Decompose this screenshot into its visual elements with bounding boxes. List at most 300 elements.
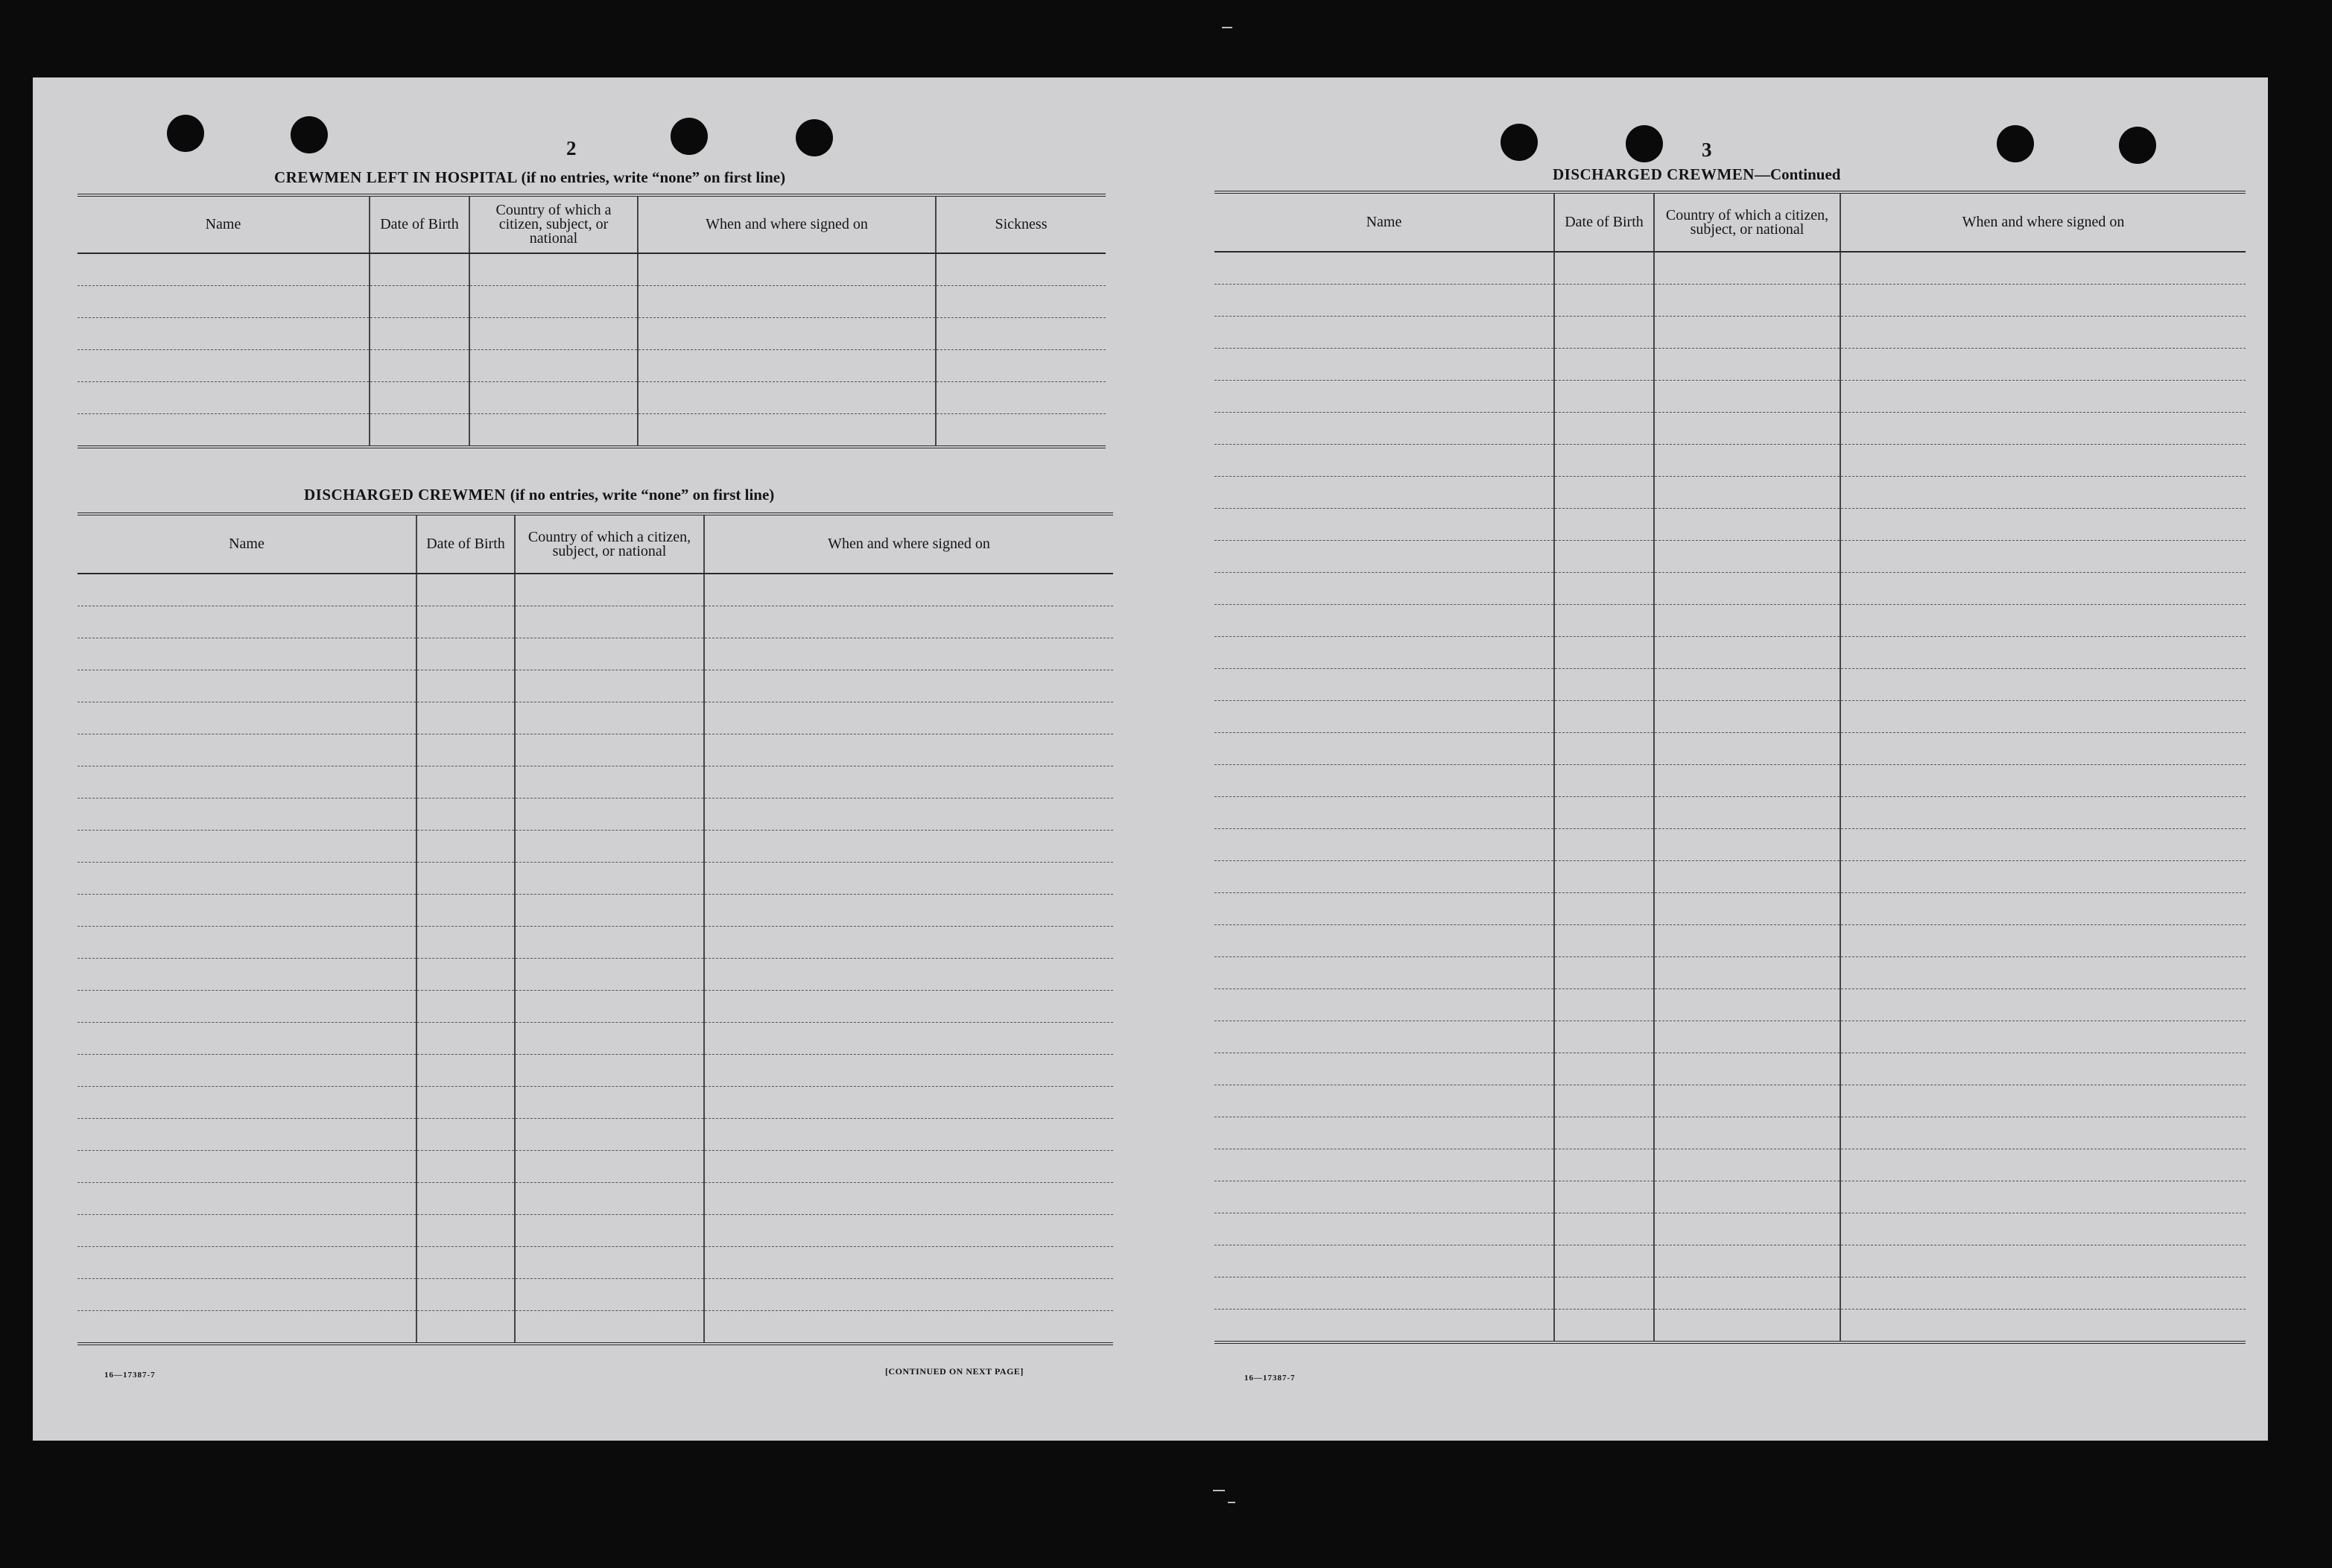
blank-entry-cell xyxy=(1654,1245,1840,1277)
table-row xyxy=(77,831,1113,863)
table-row xyxy=(77,863,1113,895)
page-number-right: 3 xyxy=(1702,139,1712,161)
blank-entry-cell xyxy=(1840,285,2246,317)
blank-entry-cell xyxy=(936,253,1106,286)
punch-hole xyxy=(1997,125,2034,162)
blank-entry-cell xyxy=(704,1087,1113,1119)
blank-entry-cell xyxy=(1840,797,2246,829)
blank-entry-cell xyxy=(704,895,1113,927)
continued-suffix: —Continued xyxy=(1754,165,1841,183)
blank-entry-cell xyxy=(1654,349,1840,381)
blank-entry-cell xyxy=(704,863,1113,895)
blank-entry-cell xyxy=(515,1247,704,1279)
blank-entry-cell xyxy=(1840,1085,2246,1117)
blank-entry-cell xyxy=(936,414,1106,448)
blank-entry-cell xyxy=(704,766,1113,799)
blank-entry-cell xyxy=(77,895,416,927)
table-row xyxy=(1214,989,2246,1021)
scan-speck xyxy=(1213,1490,1225,1491)
blank-entry-cell xyxy=(1214,1149,1554,1181)
blank-entry-cell xyxy=(1214,445,1554,477)
blank-entry-cell xyxy=(370,318,469,350)
blank-entry-cell xyxy=(1654,701,1840,733)
form-code-left: 16—17387-7 xyxy=(104,1371,156,1380)
blank-entry-cell xyxy=(416,1055,515,1087)
table-row xyxy=(77,734,1113,766)
blank-entry-cell xyxy=(77,1247,416,1279)
blank-entry-cell xyxy=(1554,1310,1654,1343)
blank-entry-cell xyxy=(515,638,704,670)
blank-entry-cell xyxy=(1840,701,2246,733)
blank-entry-cell xyxy=(1840,669,2246,701)
blank-entry-cell xyxy=(1554,1277,1654,1310)
blank-entry-cell xyxy=(704,670,1113,702)
discharged-table xyxy=(77,512,1113,1345)
blank-entry-cell xyxy=(1214,477,1554,509)
table-row xyxy=(77,1279,1113,1311)
col-header-date-of-birth: Date of Birth xyxy=(1554,192,1654,252)
blank-entry-cell xyxy=(416,574,515,606)
blank-entry-cell xyxy=(1554,989,1654,1021)
blank-entry-cell xyxy=(416,1215,515,1247)
blank-entry-cell xyxy=(77,1279,416,1311)
blank-entry-cell xyxy=(1840,989,2246,1021)
blank-entry-cell xyxy=(515,766,704,799)
blank-entry-cell xyxy=(1554,445,1654,477)
blank-entry-cell xyxy=(77,1151,416,1183)
blank-entry-cell xyxy=(704,1023,1113,1055)
table-row xyxy=(1214,861,2246,893)
blank-entry-cell xyxy=(1654,765,1840,797)
blank-entry-cell xyxy=(1654,413,1840,445)
blank-entry-cell xyxy=(1214,925,1554,957)
col-header-date-of-birth: Date of Birth xyxy=(370,195,469,253)
blank-entry-cell xyxy=(77,318,370,350)
blank-entry-cell xyxy=(515,1087,704,1119)
blank-entry-cell xyxy=(416,1279,515,1311)
table-row xyxy=(77,670,1113,702)
blank-entry-cell xyxy=(1840,413,2246,445)
blank-entry-cell xyxy=(1554,349,1654,381)
blank-entry-cell xyxy=(1840,733,2246,765)
blank-entry-cell xyxy=(515,863,704,895)
discharged-continued-table xyxy=(1214,191,2246,1344)
blank-entry-cell xyxy=(1554,829,1654,861)
blank-entry-cell xyxy=(1840,637,2246,669)
blank-entry-cell xyxy=(469,286,638,318)
table-row xyxy=(1214,413,2246,445)
blank-entry-cell xyxy=(638,350,936,382)
blank-entry-cell xyxy=(1654,1277,1840,1310)
blank-entry-cell xyxy=(1654,797,1840,829)
col-header-signed-on: When and where signed on xyxy=(704,514,1113,574)
punch-hole xyxy=(2119,127,2156,164)
blank-entry-cell xyxy=(1214,957,1554,989)
blank-entry-cell xyxy=(1554,381,1654,413)
blank-entry-cell xyxy=(638,253,936,286)
blank-entry-cell xyxy=(638,382,936,414)
blank-entry-cell xyxy=(77,1087,416,1119)
table-row xyxy=(1214,797,2246,829)
table-row xyxy=(1214,1310,2246,1343)
blank-entry-cell xyxy=(77,1055,416,1087)
blank-entry-cell xyxy=(1840,1310,2246,1343)
blank-entry-cell xyxy=(1840,509,2246,541)
blank-entry-cell xyxy=(1214,317,1554,349)
blank-entry-cell xyxy=(936,382,1106,414)
scan-speck xyxy=(1228,1502,1235,1503)
blank-entry-cell xyxy=(1214,573,1554,605)
blank-entry-cell xyxy=(1840,1277,2246,1310)
blank-entry-cell xyxy=(515,670,704,702)
table-row xyxy=(1214,1117,2246,1149)
blank-entry-cell xyxy=(1840,829,2246,861)
table-row xyxy=(1214,733,2246,765)
blank-entry-cell xyxy=(515,831,704,863)
blank-entry-cell xyxy=(936,286,1106,318)
blank-entry-cell xyxy=(515,1279,704,1311)
table-row xyxy=(77,382,1106,414)
blank-entry-cell xyxy=(77,1119,416,1151)
blank-entry-cell xyxy=(1554,1085,1654,1117)
blank-entry-cell xyxy=(1840,252,2246,285)
blank-entry-cell xyxy=(1840,445,2246,477)
blank-entry-cell xyxy=(416,863,515,895)
blank-entry-cell xyxy=(1554,733,1654,765)
table-row xyxy=(1214,285,2246,317)
blank-entry-cell xyxy=(1840,477,2246,509)
blank-entry-cell xyxy=(77,638,416,670)
blank-entry-cell xyxy=(77,606,416,638)
col-header-country: Country of which a citizen, subject, or national xyxy=(469,195,638,253)
blank-entry-cell xyxy=(416,638,515,670)
punch-hole xyxy=(796,119,833,156)
blank-entry-cell xyxy=(77,1215,416,1247)
blank-entry-cell xyxy=(515,799,704,831)
col-header-name: Name xyxy=(77,195,370,253)
blank-entry-cell xyxy=(515,1055,704,1087)
table-row xyxy=(1214,1277,2246,1310)
col-header-date-of-birth: Date of Birth xyxy=(416,514,515,574)
blank-entry-cell xyxy=(1654,1149,1840,1181)
blank-entry-cell xyxy=(1214,861,1554,893)
col-header-country: Country of which a citizen, subject, or national xyxy=(515,514,704,574)
blank-entry-cell xyxy=(77,253,370,286)
blank-entry-cell xyxy=(1214,989,1554,1021)
blank-entry-cell xyxy=(1554,605,1654,637)
blank-entry-cell xyxy=(1654,445,1840,477)
blank-entry-cell xyxy=(1840,1021,2246,1053)
blank-entry-cell xyxy=(1554,413,1654,445)
table-row xyxy=(77,1151,1113,1183)
blank-entry-cell xyxy=(1654,733,1840,765)
blank-entry-cell xyxy=(1840,605,2246,637)
table-row xyxy=(1214,477,2246,509)
blank-entry-cell xyxy=(1840,1213,2246,1245)
table-row xyxy=(1214,957,2246,989)
table-row xyxy=(1214,765,2246,797)
blank-entry-cell xyxy=(515,1151,704,1183)
blank-entry-cell xyxy=(469,350,638,382)
table-row xyxy=(1214,1085,2246,1117)
table-row xyxy=(1214,1021,2246,1053)
blank-entry-cell xyxy=(1554,701,1654,733)
blank-entry-cell xyxy=(77,1311,416,1345)
table-row xyxy=(77,702,1113,734)
blank-entry-cell xyxy=(77,702,416,734)
hospital-section-title xyxy=(274,168,785,187)
blank-entry-cell xyxy=(704,1151,1113,1183)
table-row xyxy=(1214,252,2246,285)
blank-entry-cell xyxy=(1214,733,1554,765)
blank-entry-cell xyxy=(1214,413,1554,445)
blank-entry-cell xyxy=(1654,1021,1840,1053)
table-row xyxy=(1214,605,2246,637)
table-row xyxy=(1214,701,2246,733)
discharged-instruction: (if no entries, write “none” on first line) xyxy=(510,486,775,504)
blank-entry-cell xyxy=(469,382,638,414)
blank-entry-cell xyxy=(77,831,416,863)
table-row xyxy=(1214,669,2246,701)
blank-entry-cell xyxy=(515,1183,704,1215)
blank-entry-cell xyxy=(1214,509,1554,541)
blank-entry-cell xyxy=(77,734,416,766)
blank-entry-cell xyxy=(638,286,936,318)
blank-entry-cell xyxy=(77,1183,416,1215)
blank-entry-cell xyxy=(416,606,515,638)
blank-entry-cell xyxy=(416,1023,515,1055)
blank-entry-cell xyxy=(77,799,416,831)
table-row xyxy=(77,286,1106,318)
blank-entry-cell xyxy=(1554,285,1654,317)
blank-entry-cell xyxy=(515,734,704,766)
table-row xyxy=(1214,1149,2246,1181)
table-row xyxy=(1214,573,2246,605)
blank-entry-cell xyxy=(77,670,416,702)
form-code-right: 16—17387-7 xyxy=(1244,1374,1296,1383)
blank-entry-cell xyxy=(1554,1149,1654,1181)
blank-entry-cell xyxy=(1840,957,2246,989)
blank-entry-cell xyxy=(370,253,469,286)
blank-entry-cell xyxy=(1214,1021,1554,1053)
blank-entry-cell xyxy=(1840,381,2246,413)
blank-entry-cell xyxy=(416,670,515,702)
blank-entry-cell xyxy=(1840,893,2246,925)
table-row xyxy=(1214,893,2246,925)
discharged-continued-title xyxy=(1553,165,1840,184)
table-row xyxy=(1214,509,2246,541)
blank-entry-cell xyxy=(704,606,1113,638)
table-row xyxy=(77,1215,1113,1247)
blank-entry-cell xyxy=(1554,477,1654,509)
table-row xyxy=(1214,541,2246,573)
blank-entry-cell xyxy=(1840,765,2246,797)
table-row xyxy=(1214,1245,2246,1277)
blank-entry-cell xyxy=(515,574,704,606)
blank-entry-cell xyxy=(936,318,1106,350)
blank-entry-cell xyxy=(1214,541,1554,573)
blank-entry-cell xyxy=(1840,349,2246,381)
blank-entry-cell xyxy=(416,927,515,959)
blank-entry-cell xyxy=(1554,637,1654,669)
table-row xyxy=(1214,637,2246,669)
punch-hole xyxy=(671,118,708,155)
blank-entry-cell xyxy=(77,991,416,1023)
blank-entry-cell xyxy=(1554,797,1654,829)
blank-entry-cell xyxy=(1654,573,1840,605)
blank-entry-cell xyxy=(1840,541,2246,573)
blank-entry-cell xyxy=(1554,765,1654,797)
blank-entry-cell xyxy=(416,1151,515,1183)
blank-entry-cell xyxy=(1554,1213,1654,1245)
punch-hole xyxy=(1626,125,1663,162)
blank-entry-cell xyxy=(1214,349,1554,381)
blank-entry-cell xyxy=(416,1119,515,1151)
blank-entry-cell xyxy=(370,414,469,448)
col-header-sickness: Sickness xyxy=(936,195,1106,253)
table-row xyxy=(1214,1213,2246,1245)
blank-entry-cell xyxy=(1840,1149,2246,1181)
blank-entry-cell xyxy=(1654,252,1840,285)
blank-entry-cell xyxy=(416,831,515,863)
blank-entry-cell xyxy=(1214,669,1554,701)
blank-entry-cell xyxy=(515,1311,704,1345)
table-row xyxy=(1214,349,2246,381)
table-row xyxy=(1214,1181,2246,1213)
blank-entry-cell xyxy=(1840,1117,2246,1149)
blank-entry-cell xyxy=(1214,285,1554,317)
blank-entry-cell xyxy=(1654,1213,1840,1245)
blank-entry-cell xyxy=(469,414,638,448)
table-row xyxy=(1214,445,2246,477)
table-row xyxy=(77,991,1113,1023)
blank-entry-cell xyxy=(1214,893,1554,925)
blank-entry-cell xyxy=(704,702,1113,734)
hospital-table xyxy=(77,194,1106,448)
blank-entry-cell xyxy=(1654,541,1840,573)
table-row xyxy=(77,1023,1113,1055)
blank-entry-cell xyxy=(1214,1213,1554,1245)
blank-entry-cell xyxy=(1554,252,1654,285)
blank-entry-cell xyxy=(416,734,515,766)
blank-entry-cell xyxy=(1214,829,1554,861)
col-header-signed-on: When and where signed on xyxy=(1840,192,2246,252)
blank-entry-cell xyxy=(704,1119,1113,1151)
blank-entry-cell xyxy=(1554,541,1654,573)
col-header-name: Name xyxy=(1214,192,1554,252)
blank-entry-cell xyxy=(1840,573,2246,605)
blank-entry-cell xyxy=(1214,1277,1554,1310)
blank-entry-cell xyxy=(704,991,1113,1023)
form-sheet xyxy=(33,77,2268,1441)
blank-entry-cell xyxy=(416,1247,515,1279)
blank-entry-cell xyxy=(1554,1053,1654,1085)
hospital-instruction: (if no entries, write “none” on first line) xyxy=(521,168,786,186)
blank-entry-cell xyxy=(704,831,1113,863)
blank-entry-cell xyxy=(77,414,370,448)
blank-entry-cell xyxy=(1654,637,1840,669)
table-row xyxy=(77,1311,1113,1345)
blank-entry-cell xyxy=(1654,829,1840,861)
blank-entry-cell xyxy=(1214,252,1554,285)
blank-entry-cell xyxy=(1214,1181,1554,1213)
blank-entry-cell xyxy=(1654,957,1840,989)
table-row xyxy=(77,1119,1113,1151)
blank-entry-cell xyxy=(704,1215,1113,1247)
blank-entry-cell xyxy=(1554,317,1654,349)
table-row xyxy=(77,638,1113,670)
blank-entry-cell xyxy=(515,1119,704,1151)
blank-entry-cell xyxy=(469,253,638,286)
table-row xyxy=(77,574,1113,606)
blank-entry-cell xyxy=(1654,1310,1840,1343)
blank-entry-cell xyxy=(1654,925,1840,957)
table-row xyxy=(77,318,1106,350)
blank-entry-cell xyxy=(704,574,1113,606)
blank-entry-cell xyxy=(1654,285,1840,317)
table-row xyxy=(1214,317,2246,349)
blank-entry-cell xyxy=(515,991,704,1023)
blank-entry-cell xyxy=(77,863,416,895)
col-header-name: Name xyxy=(77,514,416,574)
blank-entry-cell xyxy=(638,414,936,448)
blank-entry-cell xyxy=(1214,797,1554,829)
table-row xyxy=(77,1247,1113,1279)
blank-entry-cell xyxy=(370,286,469,318)
blank-entry-cell xyxy=(704,1279,1113,1311)
blank-entry-cell xyxy=(370,382,469,414)
blank-entry-cell xyxy=(515,1215,704,1247)
discharged-section-title xyxy=(304,486,774,504)
blank-entry-cell xyxy=(704,959,1113,991)
blank-entry-cell xyxy=(416,959,515,991)
blank-entry-cell xyxy=(1654,477,1840,509)
blank-entry-cell xyxy=(1214,1117,1554,1149)
table-row xyxy=(77,799,1113,831)
blank-entry-cell xyxy=(77,766,416,799)
blank-entry-cell xyxy=(77,959,416,991)
blank-entry-cell xyxy=(704,638,1113,670)
table-row xyxy=(1214,925,2246,957)
blank-entry-cell xyxy=(1654,1053,1840,1085)
table-row xyxy=(77,766,1113,799)
blank-entry-cell xyxy=(1214,1085,1554,1117)
blank-entry-cell xyxy=(1214,765,1554,797)
table-row xyxy=(77,414,1106,448)
blank-entry-cell xyxy=(1654,509,1840,541)
table-row xyxy=(77,350,1106,382)
blank-entry-cell xyxy=(1654,605,1840,637)
blank-entry-cell xyxy=(515,959,704,991)
blank-entry-cell xyxy=(704,734,1113,766)
blank-entry-cell xyxy=(77,927,416,959)
table-row xyxy=(77,1055,1113,1087)
blank-entry-cell xyxy=(515,606,704,638)
blank-entry-cell xyxy=(1214,1053,1554,1085)
blank-entry-cell xyxy=(77,286,370,318)
blank-entry-cell xyxy=(1840,1053,2246,1085)
blank-entry-cell xyxy=(416,1311,515,1345)
table-row xyxy=(1214,381,2246,413)
blank-entry-cell xyxy=(704,1183,1113,1215)
blank-entry-cell xyxy=(416,702,515,734)
blank-entry-cell xyxy=(1554,669,1654,701)
punch-hole xyxy=(1501,124,1538,161)
blank-entry-cell xyxy=(1840,861,2246,893)
table-row xyxy=(77,959,1113,991)
table-row xyxy=(1214,829,2246,861)
blank-entry-cell xyxy=(1840,925,2246,957)
